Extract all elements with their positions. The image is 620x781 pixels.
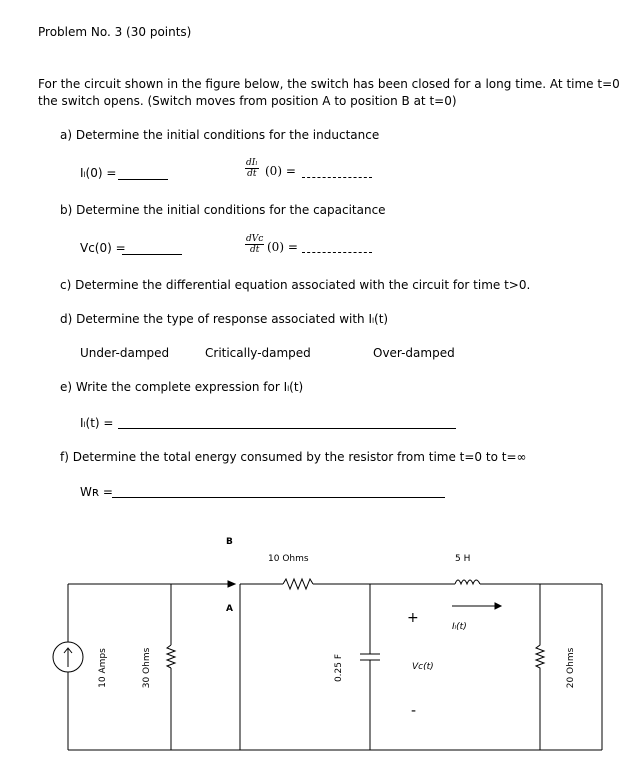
plus-sign: + (407, 610, 419, 626)
source-label: 10 Amps (98, 648, 108, 688)
part-a-fraction: dIₗ dt (246, 158, 258, 179)
il-label: Iₗ(t) (452, 622, 467, 632)
minus-sign: - (411, 703, 417, 719)
resistor-10-icon (283, 579, 313, 589)
part-d-text: d) Determine the type of response associated with Iₗ(t) (60, 312, 389, 326)
option-critically-damped[interactable]: Critically-damped (205, 346, 311, 360)
part-f-text: f) Determine the total energy consumed by the resistor from time t=0 to t=∞ (60, 450, 527, 464)
problem-title: Problem No. 3 (30 points) (38, 25, 192, 39)
part-c-text: c) Determine the differential equation associated with the circuit for time t>0. (60, 278, 531, 292)
part-a-text: a) Determine the initial conditions for the inductance (60, 128, 380, 142)
switch-arrow-icon (228, 581, 235, 587)
intro-line-2: the switch opens. (Switch moves from position A to position B at t=0) (38, 94, 457, 108)
r-load-label: 20 Ohms (566, 647, 576, 689)
part-b-text: b) Determine the initial conditions for the capacitance (60, 203, 386, 217)
r-shunt-label: 30 Ohms (142, 647, 152, 689)
option-over-damped[interactable]: Over-damped (373, 346, 455, 360)
switch-b-label: B (226, 537, 233, 547)
inductor-icon (455, 580, 480, 584)
part-a-rhs-tail: (0) = (265, 164, 296, 178)
part-e-text: e) Write the complete expression for Iₗ(t) (60, 380, 304, 394)
vc-label: Vᴄ(t) (412, 662, 434, 672)
part-b-lhs: Vᴄ(0) = (80, 241, 126, 255)
capacitor-label: 0.25 F (334, 653, 344, 683)
option-under-damped[interactable]: Under-damped (80, 346, 170, 360)
part-a-lhs: Iₗ(0) = (80, 166, 117, 180)
intro-line-1: For the circuit shown in the figure below, the switch has been closed for a long time. At time t=0 (38, 77, 620, 91)
part-b-rhs-tail: (0) = (267, 240, 298, 254)
part-b-fraction: dVᴄ dt (246, 234, 264, 255)
part-f-lhs: Wʀ = (80, 485, 113, 499)
inductor-label: 5 H (455, 554, 471, 564)
r-series-label: 10 Ohms (268, 554, 309, 564)
part-e-lhs: Iₗ(t) = (80, 416, 114, 430)
switch-a-label: A (226, 604, 233, 614)
resistor-30-icon (167, 645, 175, 668)
resistor-20-icon (536, 584, 544, 750)
